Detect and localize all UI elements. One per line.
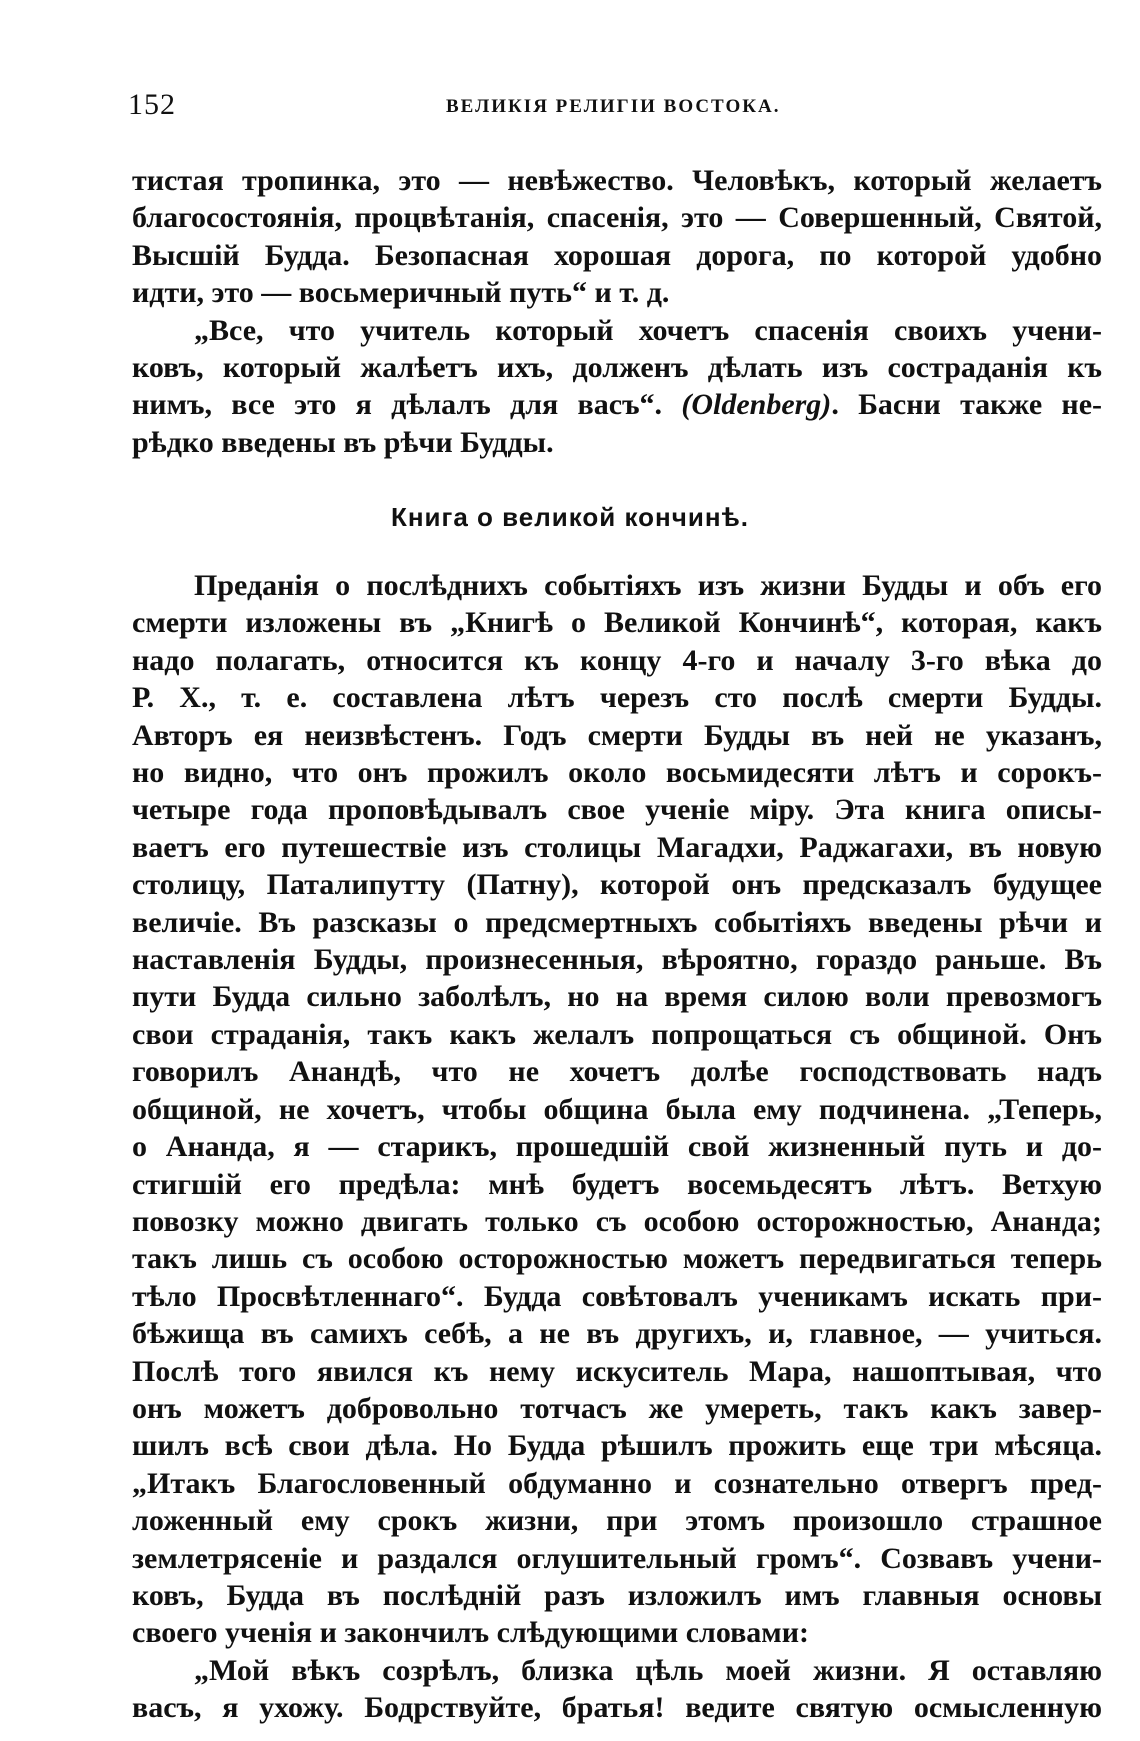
text-line: тистая тропинка, это — невѣжество. Человѣкъ, который желаетъ [132, 164, 1102, 197]
page-header [128, 88, 1102, 128]
text-line: Высшій Будда. Безопасная хорошая дорога, по которой удобно [132, 238, 1102, 272]
text-line: онъ можетъ добровольно тотчасъ же умереть, такъ какъ завер- [132, 1391, 1102, 1425]
text-line: идти, это — восьмеричный путь“ и т. д. [132, 276, 670, 310]
text-line: Р. Х., т. е. составлена лѣтъ черезъ сто послѣ смерти Будды. [132, 681, 1102, 715]
text-line: столицу, Паталипутту (Патну), которой онъ предсказалъ будущее [132, 868, 1102, 902]
text-line: шилъ всѣ свои дѣла. Но Будда рѣшилъ прожить еще три мѣсяца. [132, 1429, 1102, 1463]
text-line: благосостоянія, процвѣтанія, спасенія, это — Совершенный, Святой, [132, 201, 1102, 235]
text-line: ковъ, Будда въ послѣдній разъ изложилъ имъ главныя основы [132, 1578, 1102, 1612]
author-citation: (Oldenberg) [681, 388, 832, 422]
text-line: Послѣ того явился къ нему искуситель Мара, нашоптывая, что [132, 1354, 1102, 1388]
page-number: 152 [128, 88, 176, 121]
text-line: ковъ, который жалѣетъ ихъ, долженъ дѣлать изъ состраданія къ [132, 351, 1102, 385]
text-line: ложенный ему срокъ жизни, при этомъ произошло страшное [132, 1504, 1102, 1538]
text-line: стигшій его предѣла: мнѣ будетъ восемьдесятъ лѣтъ. Ветхую [132, 1167, 1102, 1201]
bottom-paragraphs [132, 567, 1102, 1727]
text-line: говорилъ Анандѣ, что не хочетъ долѣе господствовать надъ [132, 1055, 1102, 1089]
text-line: землетрясеніе и раздался оглушительный громъ“. Созвавъ учени- [132, 1541, 1102, 1575]
text-line: рѣдко введены въ рѣчи Будды. [132, 425, 554, 459]
text-line: „Все, что учитель который хочетъ спасенія своихъ учени- [194, 313, 1102, 347]
text-line: „Итакъ Благословенный обдуманно и сознательно отвергъ пред- [132, 1466, 1102, 1500]
running-title: ВЕЛИКІЯ РЕЛИГІИ ВОСТОКА. [446, 96, 781, 117]
text-line: величіе. Въ разсказы о предсмертныхъ событіяхъ введены рѣчи и [132, 905, 1102, 939]
text-line: такъ лишь съ особою осторожностью можетъ передвигаться теперь [132, 1242, 1102, 1276]
text-line: „Мой вѣкъ созрѣлъ, близка цѣль моей жизни. Я оставляю [194, 1653, 1102, 1687]
text-line: тѣло Просвѣтленнаго“. Будда совѣтовалъ ученикамъ искать при- [132, 1279, 1102, 1313]
text-line: своего ученія и закончилъ слѣдующими словами: [132, 1616, 810, 1650]
text-line: общиной, не хочетъ, чтобы община была ему подчинена. „Теперь, [132, 1092, 1102, 1126]
text-line: повозку можно двигать только съ особою осторожностью, Ананда; [132, 1204, 1102, 1238]
top-paragraphs [132, 162, 1102, 461]
text-line: васъ, я ухожу. Бодрствуйте, братья! ведите святую осмысленную [132, 1691, 1102, 1725]
text-line: бѣжища въ самихъ себѣ, а не въ другихъ, и, главное, — учиться. [132, 1317, 1102, 1351]
text-line: наставленія Будды, произнесенныя, вѣроятно, гораздо раньше. Въ [132, 943, 1102, 977]
section-heading: Книга о великой кончинѣ. [390, 502, 750, 532]
text-line: надо полагать, относится къ концу 4-го и началу 3-го вѣка до [132, 643, 1102, 677]
text-line: Авторъ ея неизвѣстенъ. Годъ смерти Будды въ ней не указанъ, [132, 718, 1102, 752]
text-line: смерти изложены въ „Книгѣ о Великой Кончинѣ“, которая, какъ [132, 606, 1102, 640]
text-line: ваетъ его путешествіе изъ столицы Магадхи, Раджагахи, въ новую [132, 830, 1102, 864]
text-line: Преданія о послѣднихъ событіяхъ изъ жизни Будды и объ его [194, 569, 1102, 602]
text-line: но видно, что онъ прожилъ около восьмидесяти лѣтъ и сорокъ- [132, 756, 1102, 790]
text-line: о Ананда, я — старикъ, прошедшій свой жизненный путь и до- [132, 1130, 1102, 1164]
text-line: свои страданія, такъ какъ желалъ попрощаться съ общиной. Онъ [132, 1017, 1102, 1051]
text-line: четыре года проповѣдывалъ свое ученіе міру. Эта книга описы- [132, 793, 1102, 827]
text-line: нимъ, все это я дѣлалъ для васъ“. (Oldenberg). Басни также не- [132, 388, 1102, 422]
text-line: пути Будда сильно заболѣлъ, но на время силою воли превозмогъ [132, 980, 1102, 1014]
